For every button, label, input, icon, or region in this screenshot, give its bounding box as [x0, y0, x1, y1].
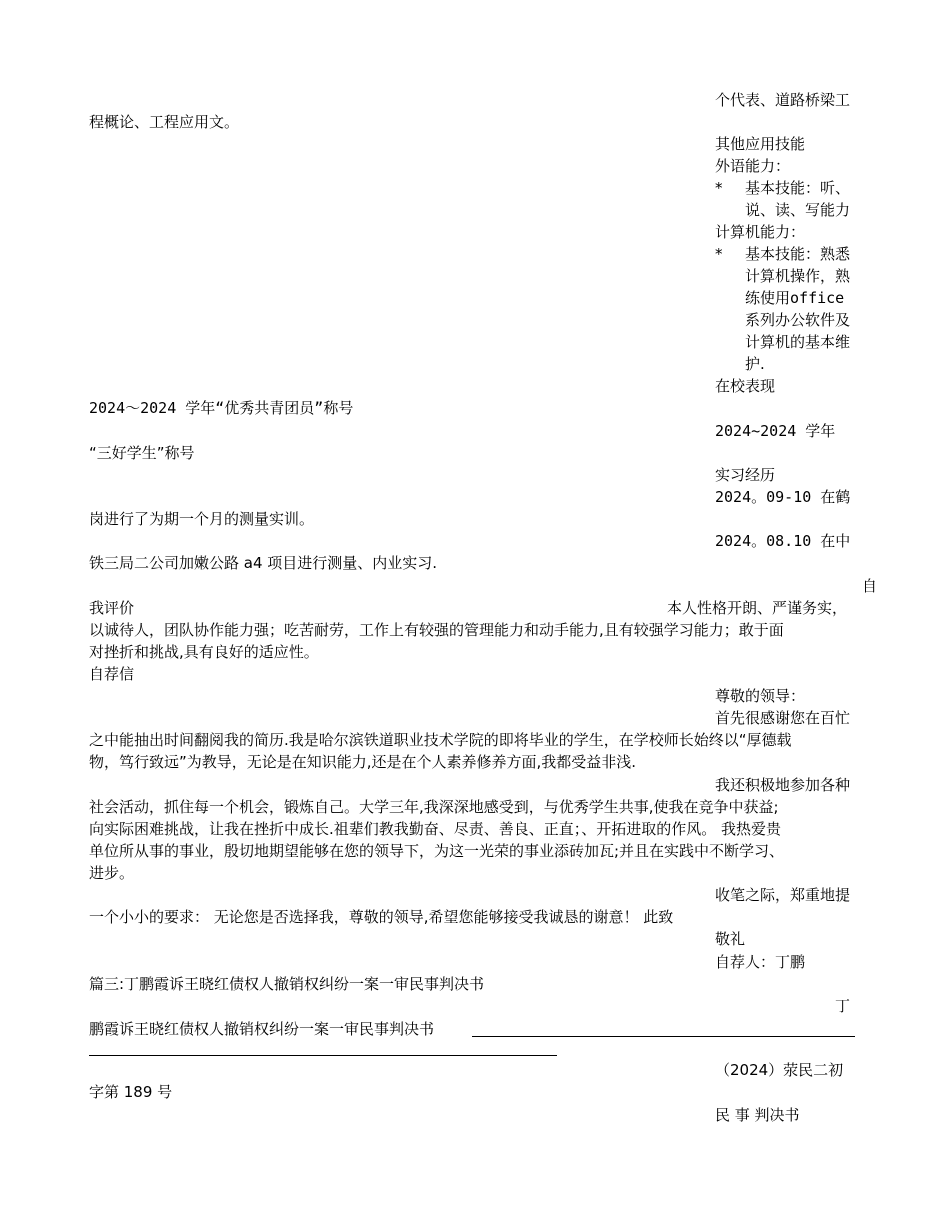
text-line: 2024。08.10 在中: [715, 532, 851, 550]
bullet-marker: *: [715, 179, 723, 197]
text-line: 铁三局二公司加嫩公路 a4 项目进行测量、内业实习.: [89, 554, 438, 572]
text-line: 2024~2024 学年: [715, 422, 836, 440]
text-line: 单位所从事的事业，殷切地期望能够在您的领导下，为这一光荣的事业添砖加瓦;并且在实践中不断学习、: [89, 842, 785, 860]
section-heading: 实习经历: [715, 466, 776, 484]
text-line: 计算机能力：: [715, 223, 806, 241]
bullet-marker: *: [715, 245, 723, 263]
text-line: 一个小小的要求： 无论您是否选择我，尊敬的领导,希望您能够接受我诚恳的谢意！ 此致: [89, 908, 674, 926]
text-line: 向实际困难挑战，让我在挫折中成长.祖辈们教我勤奋、尽责、善良、正直；、开拓进取的作风。 我热爱贵: [89, 820, 782, 838]
text-line: 基本技能：听、: [745, 179, 851, 197]
text-line: 护.: [745, 355, 765, 373]
text-line: 个代表、道路桥梁工: [715, 91, 851, 109]
text-line: 物，笃行致远”为教导，无论是在知识能力,还是在个人素养修养方面,我都受益非浅.: [89, 753, 637, 771]
text-line: 程概论、工程应用文。: [89, 113, 240, 131]
text-line: 外语能力：: [715, 157, 791, 175]
signature-line: 自荐人：丁鹏: [715, 953, 806, 971]
text-line: 基本技能：熟悉: [745, 245, 851, 263]
section-heading: 篇三:丁鹏霞诉王晓红债权人撤销权纠纷一案一审民事判决书: [89, 975, 485, 993]
text-line: 对挫折和挑战,具有良好的适应性。: [89, 643, 319, 661]
text-line: 计算机的基本维: [745, 333, 851, 351]
text-line: “三好学生”称号: [89, 444, 195, 462]
text-line: [745, 287, 844, 309]
text-line: 我还积极地参加各种: [715, 776, 851, 794]
text-line: 系列办公软件及: [745, 311, 851, 329]
text-line: 之中能抽出时间翻阅我的简历.我是哈尔滨铁道职业技术学院的即将毕业的学生，在学校师长始终以“厚德载: [89, 731, 792, 749]
text-line: 2024。09-10 在鹤: [715, 488, 851, 506]
text-line: 计算机操作，熟: [745, 267, 851, 285]
text-line: 尊敬的领导：: [715, 687, 806, 705]
underline-rule: [472, 1036, 855, 1037]
text-segment: office: [790, 289, 845, 307]
document-title: 民 事 判决书: [715, 1106, 800, 1124]
text-line: 鹏霞诉王晓红债权人撤销权纠纷一案一审民事判决书: [89, 1020, 435, 1038]
text-line: 2024～2024 学年“优秀共青团员”称号: [89, 399, 354, 417]
text-line: 岗进行了为期一个月的测量实训。: [89, 510, 315, 528]
text-line: 丁: [835, 997, 851, 1015]
text-line: 以诚待人，团队协作能力强；吃苦耐劳，工作上有较强的管理能力和动手能力,且有较强学习能力；敢于面: [89, 621, 784, 639]
text-line: 进步。: [89, 864, 135, 882]
section-heading: 其他应用技能: [715, 135, 806, 153]
text-line: 字第 189 号: [89, 1083, 173, 1101]
text-line: 自: [862, 577, 878, 595]
text-line: 首先很感谢您在百忙: [715, 709, 851, 727]
text-segment: 练使用: [745, 289, 791, 307]
section-heading: 自荐信: [89, 665, 135, 683]
section-heading: 我评价: [89, 599, 135, 617]
text-line: 收笔之际，郑重地提: [715, 886, 851, 904]
text-line: 说、读、写能力: [745, 201, 851, 219]
text-line: 敬礼: [715, 930, 746, 948]
underline-rule: [89, 1055, 557, 1056]
text-line: （2024）荥民二初: [715, 1061, 844, 1079]
text-line: 社会活动，抓住每一个机会，锻炼自己。大学三年,我深深地感受到，与优秀学生共事,使我在竞争中获益;: [89, 798, 779, 816]
text-line: 本人性格开朗、严谨务实，: [667, 599, 848, 617]
section-heading: 在校表现: [715, 377, 776, 395]
